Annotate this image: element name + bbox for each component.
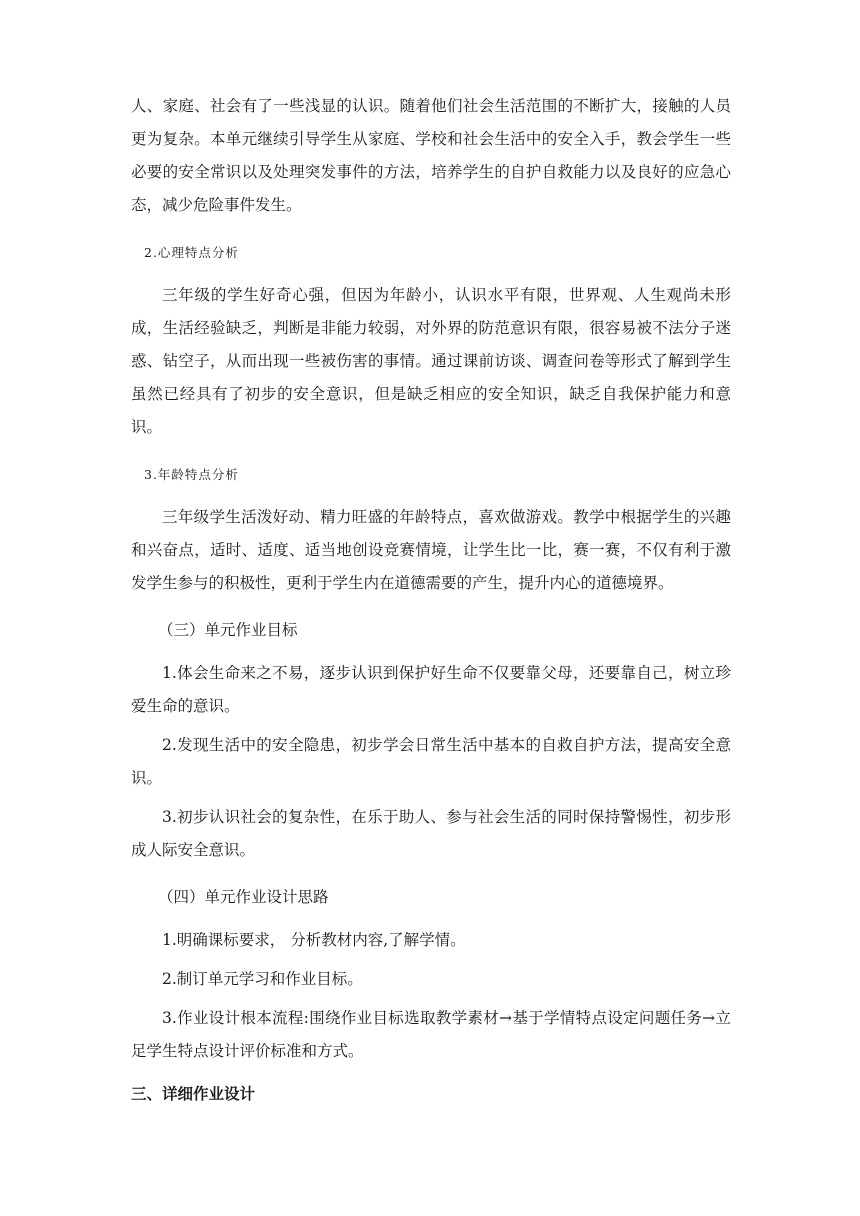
- design-item-1: 1.明确课标要求， 分析教材内容,了解学情。: [162, 931, 466, 949]
- design-heading: （四）单元作业设计思路: [158, 888, 329, 906]
- goals-heading: （三）单元作业目标: [158, 621, 298, 639]
- design-item-2: 2.制订单元学习和作业目标。: [162, 970, 363, 988]
- psych-paragraph: 三年级的学生好奇心强，但因为年龄小，认识水平有限，世界观、人生观尚未形成，生活经验缺乏，判断是非能力较弱，对外界的防范意识有限，很容易被不法分子迷惑、钻空子，从而出现一些被伤害的事情。通过课前访谈、调查问卷等形式了解到学生虽然已经具有了初步的安全意识，但是缺乏相应的安全知识，缺乏自我保护能力和意识。: [131, 286, 731, 436]
- design-item-3: 3.作业设计根本流程:围绕作业目标选取教学素材→基于学情特点设定问题任务→立足学生特点设计评价标准和方式。: [131, 1009, 731, 1060]
- section-three-title: 三、详细作业设计: [131, 1085, 256, 1103]
- goal-item-3: 3.初步认识社会的复杂性，在乐于助人、参与社会生活的同时保持警惕性，初步形成人际安全意识。: [131, 808, 731, 859]
- document-page: [131, 90, 731, 1111]
- age-subheading: 3.年龄特点分析: [144, 467, 239, 482]
- age-paragraph: 三年级学生活泼好动、精力旺盛的年龄特点，喜欢做游戏。教学中根据学生的兴趣和兴奋点，适时、适度、适当地创设竞赛情境，让学生比一比，赛一赛，不仅有利于激发学生参与的积极性，更利于学生内在道德需要的产生，提升内心的道德境界。: [131, 508, 731, 592]
- intro-paragraph: 人、家庭、社会有了一些浅显的认识。随着他们社会生活范围的不断扩大，接触的人员更为复杂。本单元继续引导学生从家庭、学校和社会生活中的安全入手，教会学生一些必要的安全常识以及处理突发事件的方法，培养学生的自护自救能力以及良好的应急心态，减少危险事件发生。: [131, 97, 731, 214]
- goal-item-2: 2.发现生活中的安全隐患，初步学会日常生活中基本的自救自护方法，提高安全意识。: [131, 736, 731, 787]
- psych-subheading: 2.心理特点分析: [144, 245, 239, 260]
- goal-item-1: 1.体会生命来之不易，逐步认识到保护好生命不仅要靠父母，还要靠自己，树立珍爱生命的意识。: [131, 664, 731, 715]
